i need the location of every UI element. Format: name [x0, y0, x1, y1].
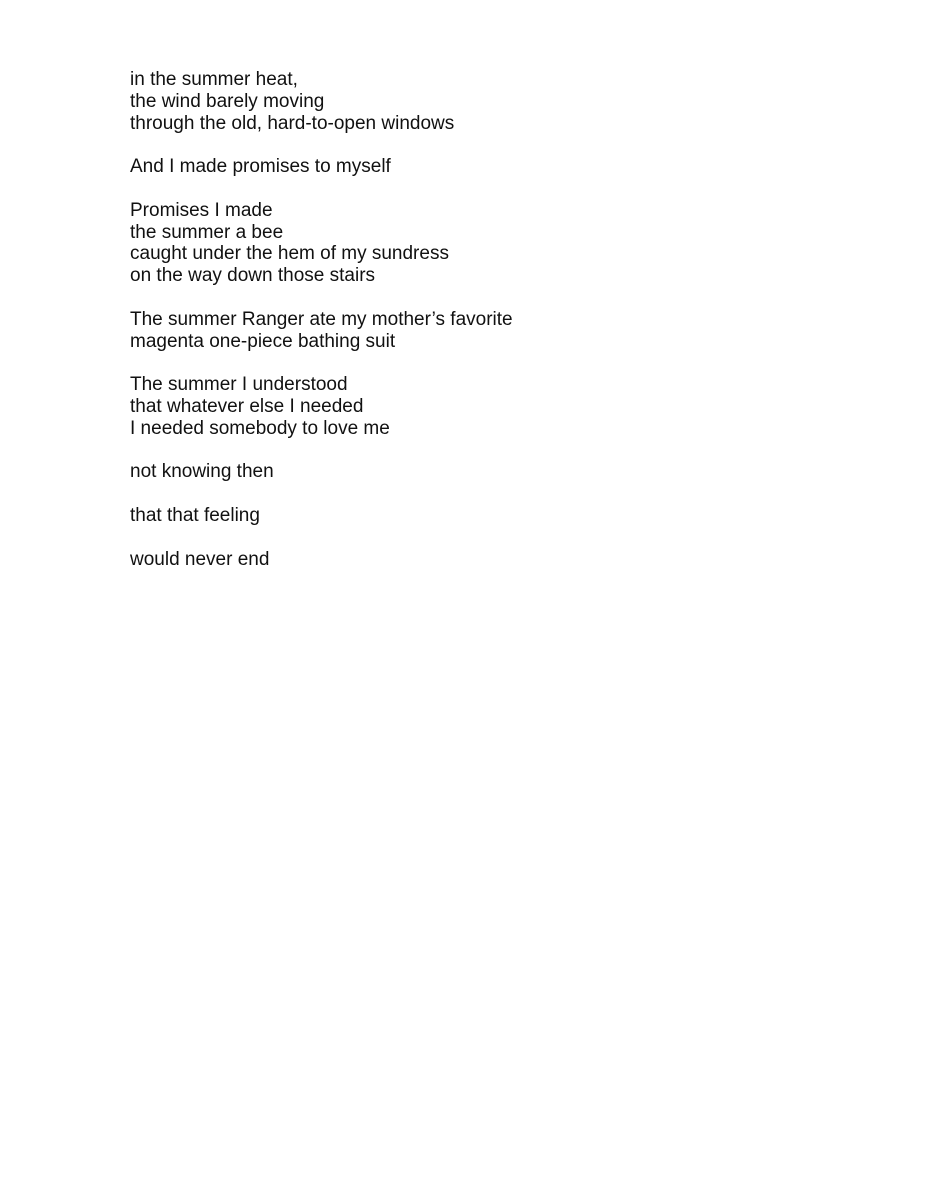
stanza-8: [130, 549, 890, 571]
poem-line: magenta one-piece bathing suit: [130, 330, 396, 352]
stanza-4: [130, 309, 890, 353]
stanza-5: [130, 374, 890, 439]
poem-line: Promises I made: [130, 199, 273, 221]
poem-line: in the summer heat,: [130, 69, 298, 90]
poem-line: The summer I understood: [130, 374, 348, 396]
poem-line: The summer Ranger ate my mother’s favorite: [130, 308, 513, 330]
poem-line: not knowing then: [130, 461, 274, 483]
poem-line: that that feeling: [130, 504, 260, 526]
stanza-6: [130, 461, 890, 483]
poem-line: would never end: [130, 548, 270, 570]
stanza-1: [130, 69, 890, 134]
poem-line: the wind barely moving: [130, 90, 325, 112]
poem-body: [130, 69, 890, 592]
poem-line: through the old, hard-to-open windows: [130, 112, 455, 134]
stanza-3: [130, 200, 890, 287]
stanza-2: [130, 156, 890, 178]
poem-line: And I made promises to myself: [130, 156, 391, 178]
poem-line: the summer a bee: [130, 221, 284, 243]
poem-line: that whatever else I needed: [130, 395, 364, 417]
poem-line: I needed somebody to love me: [130, 417, 390, 439]
poem-line: caught under the hem of my sundress: [130, 243, 449, 265]
stanza-7: [130, 505, 890, 527]
poem-line: on the way down those stairs: [130, 265, 376, 287]
